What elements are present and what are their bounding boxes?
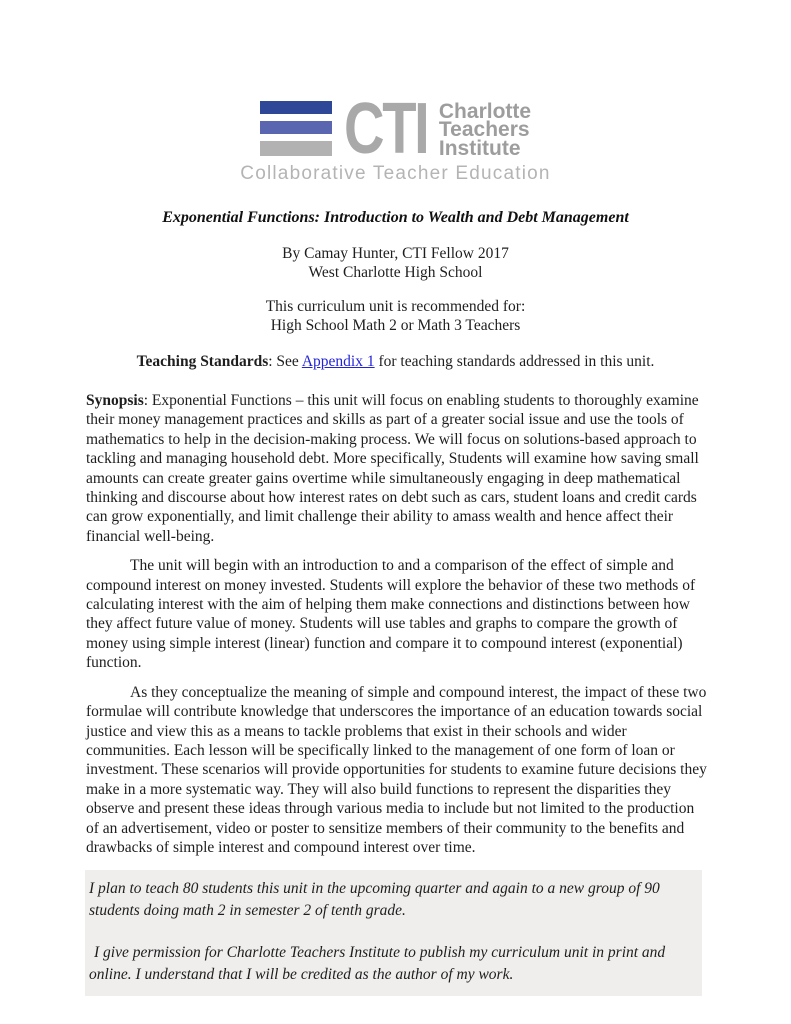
body-paragraph-1: The unit will begin with an introduction to and a comparison of the effect of simple and compound interest on money invested. Students will explore the behavior of these two methods of calculating interest with the aim of helping them make connections and distinctions between how they affect future value of money. Students will use tables and graphs to compare the growth of money using simple interest (linear) function and compare it to compound interest (exponential) function. <box>86 557 696 672</box>
logo-tagline: Collaborative Teacher Education <box>240 163 551 184</box>
logo-bars-icon <box>260 101 332 156</box>
logo-acronym: CTI <box>343 89 428 169</box>
standards-label: Teaching Standards <box>136 353 269 370</box>
byline-block <box>0 244 791 282</box>
logo-name-line-3: Institute <box>438 136 521 160</box>
note-paragraph-2: I give permission for Charlotte Teachers Institute to publish my curriculum unit in print and online. I understand that I will be credited as the author of my work. <box>89 944 666 983</box>
recommended-audience: High School Math 2 or Math 3 Teachers <box>270 317 521 334</box>
body-paragraph-2: As they conceptualize the meaning of simple and compound interest, the impact of these two formulae will contribute knowledge that underscores the importance of an education towards social justice and view this as a means to tackle problems that exist in their schools and wider communities. Each lesson will be specifically linked to the management of one form of loan or investment. These scenarios will provide opportunities for students to examine future decisions they make in a more systematic way. They will also build functions to represent the disparities they observe and present these ideas through various media to include but not limited to the production of an advertisement, video or poster to sensitize members of their community to the benefits and drawbacks of simple interest and compound interest over time. <box>86 683 707 856</box>
appendix-1-link[interactable]: Appendix 1 <box>301 353 375 370</box>
logo-bar-top <box>260 101 332 114</box>
cti-logo <box>0 89 791 185</box>
standards-post-link: for teaching standards addressed in this unit. <box>374 353 655 370</box>
standards-pre-link: : See <box>268 353 302 370</box>
logo-name <box>438 99 532 160</box>
author-note-block <box>85 870 702 996</box>
cti-logo-inner <box>240 89 551 185</box>
logo-bar-middle <box>260 121 332 134</box>
logo-bar-bottom <box>260 141 332 156</box>
synopsis-paragraph <box>86 391 708 546</box>
school-name: West Charlotte High School <box>308 264 483 281</box>
teaching-standards-line <box>0 353 791 371</box>
note-paragraph-1: I plan to teach 80 students this unit in the upcoming quarter and again to a new group of 90 students doing math 2 in semester 2 of tenth grade. <box>89 880 660 919</box>
recommended-block <box>0 297 791 335</box>
logo-name-line-2: Teachers <box>438 118 530 141</box>
logo-name-line-1: Charlotte <box>438 99 532 123</box>
synopsis-text: : Exponential Functions – this unit will focus on enabling students to thoroughly examine their money management practices and skills as part of a greater social issue and use the tools of mathematics to help in the decision-making process. We will focus on solutions-based approach to tackling and managing household debt. More specifically, Students will examine how saving small amounts can create greater gains overtime while simultaneously engaging in deep mathematical thinking and discourse about how interest rates on debt such as cars, student loans and credit cards can grow exponentially, and limit challenge their ability to amass wealth and hence affect their financial well-being. <box>86 392 699 545</box>
page-title: Exponential Functions: Introduction to Wealth and Debt Management <box>162 209 629 226</box>
recommended-intro: This curriculum unit is recommended for: <box>265 298 526 315</box>
byline: By Camay Hunter, CTI Fellow 2017 <box>282 245 509 262</box>
synopsis-label: Synopsis <box>86 392 144 409</box>
